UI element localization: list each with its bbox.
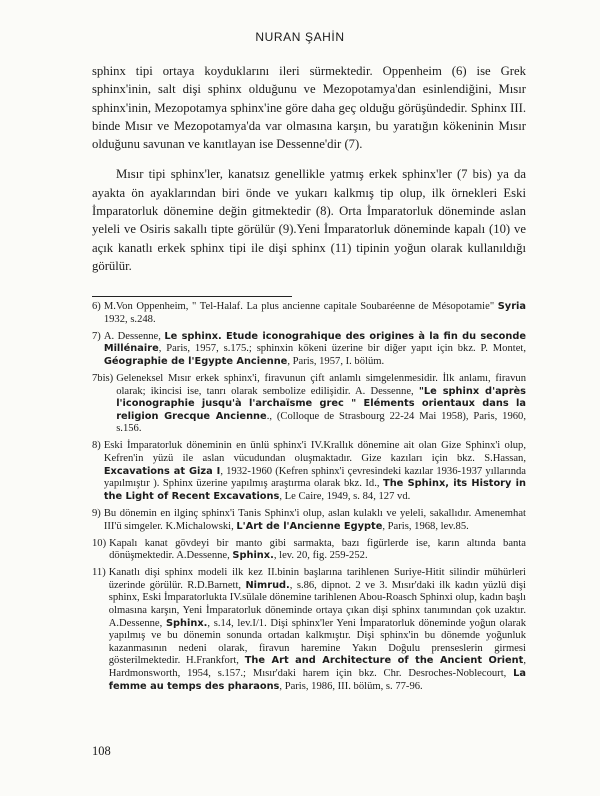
footnote-title: Sphinx. xyxy=(232,550,274,562)
page-number: 108 xyxy=(92,744,111,758)
footnote-text-run: , s.86, dipnot. 2 ve 3. Mısır'daki ilk kadın yüzlü dişi sphinx, Eski İmparatorlukta IV.sülale dönemine tarihlenen Abou-Roasch Sphinxi olup, kadın başlı olmasına karşın, Yeni İmparatorluk döneminde ortaya çıkan dişi sphinx tanımından çok uzaktır. A.Dessenne, xyxy=(108,579,526,629)
footnote-title: "Le sphinx d'après l'iconographie jusqu'à l'archaïsme grec " Eléments orientaux dans la religion Grecque Ancienne xyxy=(116,385,527,422)
footnote-separator xyxy=(92,296,292,297)
footnote-text-run: 1932, s.248. xyxy=(103,313,156,325)
footnote-text-run: , Paris, 1957, s.175.; sphinxin kökeni üzerine bir diğer yapıt için bkz. P. Montet, xyxy=(158,343,526,355)
footnote xyxy=(92,440,526,503)
footnote xyxy=(92,331,526,369)
footnote-number: 10) xyxy=(92,537,107,549)
footnote-text-run: , 1932-1960 (Kefren sphinx'i çevresindeki kazılar 1936-1937 yıllarında yapılmıştır ). Sphinx üzerine yapılmış araştırma olarak bkz. Id., xyxy=(103,465,526,490)
footnote-text-run: ., (Colloque de Strasbourg 22-24 Mai 1958), Paris, 1960, s.156. xyxy=(116,410,526,435)
footnote-text xyxy=(109,567,526,693)
footnote-title: The Art and Architecture of the Ancient Orient xyxy=(244,655,524,667)
footnote-title: Le sphinx. Etude iconograhique des origines à la fin du seconde Millénaire xyxy=(103,330,526,355)
footnote-title: Nimrud. xyxy=(245,579,290,591)
footnote-text-run: , Hardmonsworth, 1954, s.157.; Mısır'daki harem için bkz. Chr. Desroches-Noblecourt, xyxy=(108,655,526,680)
footnote-text-run: , Le Caire, 1949, s. 84, 127 vd. xyxy=(279,490,411,502)
footnote-title: Excavations at Giza I xyxy=(103,465,221,477)
footnote-text-run: Geleneksel Mısır erkek sphinx'i, firavunun çift anlamlı simgelenmesidir. İlk anlamı, firavun olarak; ikincisi ise, tanrı olarak sembolize edilişidir. A. Dessenne, xyxy=(116,372,526,397)
footnote-title: Géographie de l'Egypte Ancienne xyxy=(103,355,288,367)
footnote-text-run: , s.14, lev.I/1. Dişi sphinx'ler Yeni İmparatorluk döneminde yoğun olarak yapılmış ve bu dönemin sonunda ortadan kalkmıştır. Dişi sphinx'in bu dönemde yoğunluk kazanmasının nedeni olarak, firavun hareminе Yakın Doğulu prenseslerin girmesi gösterilmektedir. H.Frankfort, xyxy=(108,617,526,667)
footnote-title: Syria xyxy=(497,301,526,312)
footnote-number: 6) xyxy=(92,301,101,312)
footnote-number: 9) xyxy=(92,507,101,519)
footnote-number: 8) xyxy=(92,440,101,452)
paragraph: sphinx tipi ortaya koyduklarını ileri sürmektedir. Oppenheim (6) ise Grek sphinx'inin, salt dişi sphinx olduğunu ve Mezopotamya'dan esinlendiğini, Mısır sphinx'inin, Mezopotamya sphinx'ine göre daha geç olduğu görüşündedir. Sphinx III. binde Mısır ve Mezopotamya'da var olmasına karşın, bu yaratığın kökeninin Mısır olduğunu savunan ve kanıtlayan ise Dessenne'dir (7). xyxy=(92,64,526,152)
footnote-title: Sphinx. xyxy=(165,617,208,629)
footnote-text-run: , Paris, 1968, lev.85. xyxy=(382,520,469,532)
footnote xyxy=(92,301,526,326)
footnote xyxy=(92,373,526,436)
footnote-text xyxy=(109,538,526,563)
footnote-title: The Sphinx, its History in the Light of Recent Excavations xyxy=(103,478,526,502)
footnote-number: 11) xyxy=(92,567,106,579)
footnote-text-run: Eski İmparatorluk döneminin en ünlü sphinx'i IV.Krallık dönemine ait olan Gize Sphinx'i olup, Kefren'in yüzü ile aslan vücudundan oluşmaktadır. Gize kazıları için bkz. S.Hassan, xyxy=(103,440,526,465)
footnote-text-run: Kanatlı dişi sphinx modeli ilk kez II.binin başlarına tarihlenen Suriye-Hitit silindir mühürleri üzerinde görülür. R.D.Barnett, xyxy=(108,567,526,591)
footnote-text xyxy=(104,440,526,503)
footnote-title: L'Art de l'Ancienne Egypte xyxy=(236,520,383,532)
footnote-number: 7) xyxy=(92,330,101,342)
footnote-text-run: , Paris, 1957, I. bölüm. xyxy=(287,355,385,367)
paragraph: Mısır tipi sphinx'ler, kanatsız genellikle yatmış erkek sphinx'ler (7 bis) ya da ayakta ön ayaklarından biri önde ve yukarı kalkmış tip olup, ilk örnekleri Eski İmparatorluk dönemine değin gitmektedir (8). Orta İmparatorluk döneminde aslan yeleli ve Osiris sakallı tipte görülür (9).Yeni İmparatorluk döneminde kapalı (10) ve açık kanatlı erkek sphinx tipi ile dişi sphinx (11) tipinin yoğun olarak kullanıldığı görülür. xyxy=(92,167,526,273)
footnote-text-run: , lev. 20, fig. 259-252. xyxy=(273,550,368,562)
footnote xyxy=(92,538,526,563)
running-header: NURAN ŞAHİN xyxy=(255,30,345,44)
footnote-text xyxy=(104,301,526,326)
footnote-text xyxy=(104,331,526,369)
footnote-text-run: , Paris, 1986, III. bölüm, s. 77-96. xyxy=(279,680,423,692)
footnote-text-run: Kapalı kanat gövdeyi bir manto gibi sarmakta, bazı figürlerde ise, karın altında banta dönüşmektedir. A.Dessenne, xyxy=(109,537,526,562)
footnotes xyxy=(92,301,526,698)
footnote-title: La femme au temps des pharaons xyxy=(108,668,526,692)
footnote xyxy=(92,567,526,693)
footnote-text xyxy=(116,373,526,436)
main-text xyxy=(92,62,526,275)
footnote xyxy=(92,508,526,533)
footnote-text-run: A. Dessenne, xyxy=(103,330,165,342)
footnote-text-run: M.Von Oppenheim, " Tel-Halaf. La plus ancienne capitale Soubaréenne de Mésopotamie" xyxy=(103,301,498,312)
footnote-number: 7bis) xyxy=(92,372,114,384)
footnote-text xyxy=(104,508,526,533)
footnote-text-run: Bu dönemin en ilginç sphinx'i Tanis Sphinx'i olup, aslan kulaklı ve yeleli, sakallıdır. Amenemhat III'ü simgeler. K.Michalowski, xyxy=(103,507,526,532)
